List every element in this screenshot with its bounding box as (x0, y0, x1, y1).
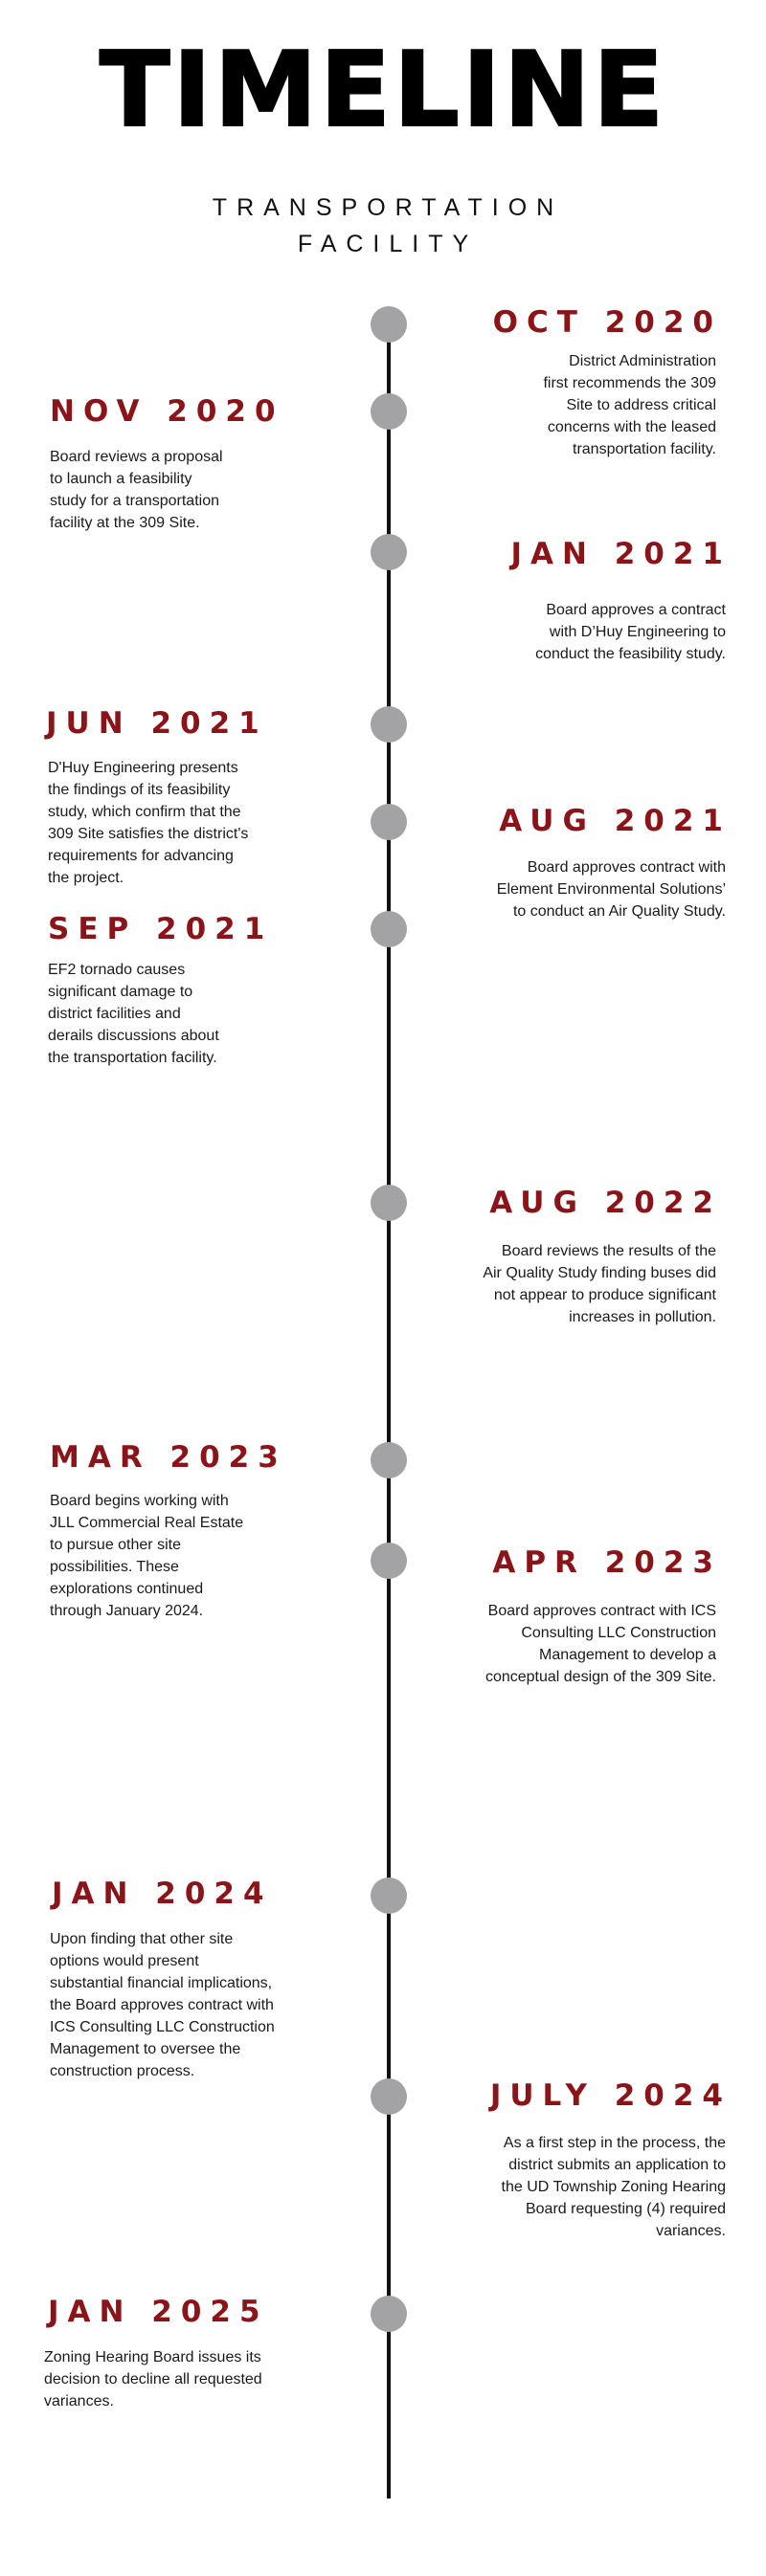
timeline-dot (371, 1543, 407, 1579)
event-description: Board begins working with JLL Commercial Real Estate to pursue other site possibilities. These explorations continued through January 2024. (50, 1493, 244, 1619)
event-description: Board approves contract with ICS Consulting LLC Construction Management to develop a conceptual design of the 309 Site. (484, 1603, 716, 1685)
timeline-dot (371, 1442, 407, 1478)
timeline-axis (387, 322, 391, 2498)
page-subtitle (0, 189, 766, 262)
timeline-dot (371, 2078, 407, 2115)
event-description: District Administration first recommends the 309 Site to address critical concerns with the leased transportation facility. (543, 353, 716, 457)
subtitle-line-1: TRANSPORTATION (212, 194, 564, 221)
event-description: Board approves a contract with D’Huy Engineering to conduct the feasibility study. (535, 602, 726, 662)
event-description: EF2 tornado causes significant damage to district facilities and derails discussions about the transportation facility. (48, 962, 219, 1066)
timeline-dot (371, 804, 407, 840)
event-date: JAN 2025 (48, 2295, 269, 2329)
event-date: JAN 2021 (510, 537, 732, 571)
timeline-dot (371, 534, 407, 570)
event-date: OCT 2020 (492, 305, 722, 340)
event-date: AUG 2021 (499, 804, 732, 838)
timeline-dot (371, 1877, 407, 1914)
event-date: APR 2023 (492, 1545, 722, 1580)
event-date: AUG 2022 (489, 1186, 722, 1220)
timeline-dot (371, 706, 407, 743)
event-date: JAN 2024 (52, 1876, 273, 1911)
timeline-dot (371, 1185, 407, 1221)
event-description: Board reviews the results of the Air Quality Study finding buses did not appear to produce significant increases in pollution. (483, 1243, 716, 1325)
page-title: TIMELINE (99, 31, 667, 150)
event-description: D'Huy Engineering presents the findings of its feasibility study, which confirm that the 309 Site satisfies the district's requirements for advancing the project. (48, 760, 249, 886)
event-description: Zoning Hearing Board issues its decision to decline all requested variances. (44, 2349, 262, 2409)
event-description: Upon finding that other site options would present substantial financial implications, the Board approves contract with ICS Consulting LLC Construction Management to oversee the construction process. (50, 1931, 275, 2079)
event-date: NOV 2020 (50, 394, 284, 429)
timeline-dot (371, 2296, 407, 2332)
event-date: JUN 2021 (46, 706, 268, 741)
timeline-dot (371, 306, 407, 343)
event-date: SEP 2021 (48, 912, 274, 946)
timeline-dot (371, 911, 407, 947)
event-date: MAR 2023 (50, 1440, 287, 1475)
timeline-dot (371, 393, 407, 430)
event-description: Board approves contract with Element Environmental Solutions’ to conduct an Air Quality Study. (496, 859, 726, 920)
event-date: JULY 2024 (489, 2078, 732, 2113)
event-description: As a first step in the process, the district submits an application to the UD Township Zoning Hearing Board requesting (4) required variances. (501, 2135, 726, 2239)
event-description: Board reviews a proposal to launch a feasibility study for a transportation facility at the 309 Site. (50, 449, 223, 531)
subtitle-line-2: FACILITY (297, 231, 479, 257)
